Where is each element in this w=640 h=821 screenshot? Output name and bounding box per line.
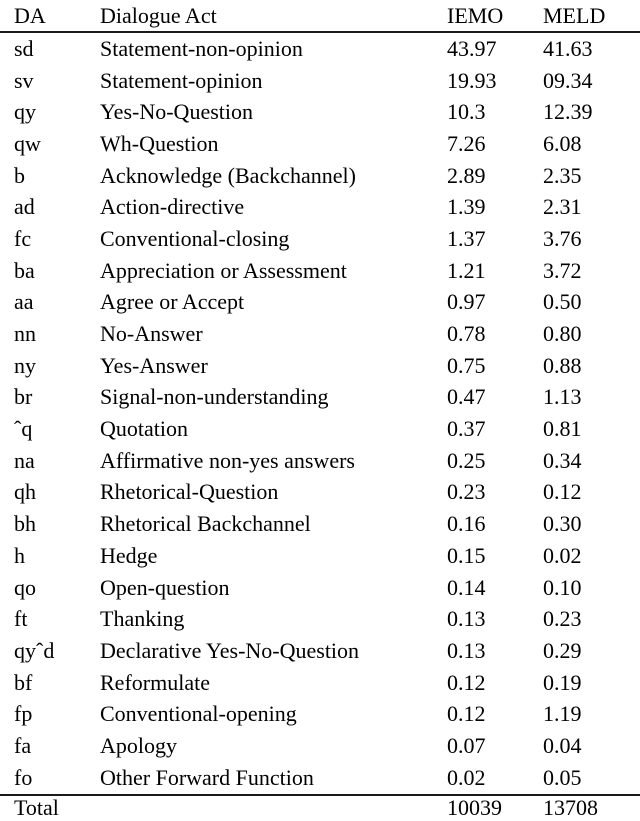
table-row [0,540,640,572]
iemo-value-cell: 1.21 [447,257,486,283]
table-row [0,255,640,287]
dialogue-act-cell: Quotation [100,416,188,442]
iemo-value-cell: 0.15 [447,542,486,568]
meld-value-cell: 41.63 [543,35,593,61]
table-row [0,698,640,730]
da-code-cell: fp [14,701,33,727]
table-row [0,635,640,667]
meld-value-cell: 0.04 [543,732,582,758]
table-row [0,350,640,382]
dialogue-act-cell: Affirmative non-yes answers [100,447,355,473]
iemo-value-cell: 0.25 [447,447,486,473]
iemo-value-cell: 10.3 [447,99,486,125]
meld-value-cell: 1.13 [543,384,582,410]
table-row [0,477,640,509]
da-code-cell: na [14,447,35,473]
table-row [0,762,640,794]
meld-value-cell: 0.05 [543,764,582,790]
da-code-cell: b [14,162,25,188]
meld-value-cell: 0.02 [543,542,582,568]
dialogue-act-cell: Thanking [100,606,185,632]
da-code-cell: bf [14,669,33,695]
table-row [0,318,640,350]
meld-value-cell: 6.08 [543,130,582,156]
iemo-value-cell: 1.37 [447,225,486,251]
da-code-cell: fa [14,732,32,758]
meld-value-cell: 0.30 [543,511,582,537]
iemo-value-cell: 0.37 [447,416,486,442]
da-code-cell: bh [14,511,36,537]
da-code-cell: h [14,542,25,568]
da-code-cell: qw [14,130,41,156]
table-row [0,96,640,128]
col-header-meld: MELD [543,2,606,28]
table-row [0,33,640,65]
iemo-value-cell: 0.23 [447,479,486,505]
table-row [0,667,640,699]
table-row [0,603,640,635]
da-code-cell: sv [14,67,34,93]
iemo-value-cell: 19.93 [447,67,497,93]
meld-value-cell: 0.34 [543,447,582,473]
dialogue-act-cell: Rhetorical-Question [100,479,279,505]
da-code-cell: ad [14,194,35,220]
dialogue-act-cell: Open-question [100,574,230,600]
da-code-cell: br [14,384,33,410]
dialogue-act-cell: Reformulate [100,669,210,695]
da-code-cell: qy [14,99,36,125]
da-code-cell: fo [14,764,33,790]
dialogue-act-cell: Rhetorical Backchannel [100,511,311,537]
iemo-value-cell: 7.26 [447,130,486,156]
iemo-value-cell: 2.89 [447,162,486,188]
meld-value-cell: 0.19 [543,669,582,695]
da-code-cell: sd [14,35,34,61]
meld-value-cell: 12.39 [543,99,593,125]
table-total-row [0,796,640,821]
iemo-value-cell: 0.75 [447,352,486,378]
da-code-cell: qyˆd [14,637,55,663]
table-row [0,223,640,255]
meld-value-cell: 3.72 [543,257,582,283]
da-code-cell: aa [14,289,34,315]
table-row [0,445,640,477]
meld-value-cell: 0.12 [543,479,582,505]
iemo-value-cell: 0.13 [447,606,486,632]
iemo-value-cell: 0.16 [447,511,486,537]
da-code-cell: qo [14,574,36,600]
total-label: Total [14,795,59,820]
iemo-value-cell: 0.47 [447,384,486,410]
table-row [0,572,640,604]
dialogue-act-cell: Apology [100,732,177,758]
dialogue-act-cell: Acknowledge (Backchannel) [100,162,356,188]
dialogue-act-cell: Yes-No-Question [100,99,253,125]
iemo-value-cell: 1.39 [447,194,486,220]
meld-value-cell: 09.34 [543,67,593,93]
iemo-value-cell: 0.02 [447,764,486,790]
dialogue-act-cell: Yes-Answer [100,352,208,378]
iemo-value-cell: 0.14 [447,574,486,600]
table-row [0,413,640,445]
meld-value-cell: 3.76 [543,225,582,251]
col-header-dialogue-act: Dialogue Act [100,2,217,28]
iemo-value-cell: 0.12 [447,701,486,727]
iemo-value-cell: 0.07 [447,732,486,758]
dialogue-act-cell: Conventional-opening [100,701,297,727]
meld-value-cell: 2.35 [543,162,582,188]
dialogue-act-cell: Signal-non-understanding [100,384,329,410]
da-code-cell: nn [14,321,36,347]
da-code-cell: ft [14,606,28,632]
iemo-value-cell: 0.78 [447,321,486,347]
iemo-value-cell: 0.12 [447,669,486,695]
iemo-value-cell: 43.97 [447,35,497,61]
dialogue-act-cell: Other Forward Function [100,764,314,790]
da-code-cell: fc [14,225,32,251]
dialogue-act-cell: Declarative Yes-No-Question [100,637,360,663]
dialogue-act-cell: Action-directive [100,194,245,220]
table-body [0,33,640,794]
table-row [0,191,640,223]
meld-value-cell: 0.80 [543,321,582,347]
dialogue-act-cell: No-Answer [100,321,203,347]
dialogue-act-cell: Statement-opinion [100,67,263,93]
table-row [0,508,640,540]
meld-value-cell: 1.19 [543,701,582,727]
meld-value-cell: 2.31 [543,194,582,220]
da-code-cell: qh [14,479,36,505]
table-row [0,128,640,160]
total-iemo-value: 10039 [447,795,502,820]
total-meld-value: 13708 [543,795,598,820]
table-row [0,730,640,762]
dialogue-act-cell: Agree or Accept [100,289,245,315]
dialogue-act-cell: Appreciation or Assessment [100,257,347,283]
table-row [0,160,640,192]
dialogue-act-cell: Hedge [100,542,158,568]
da-code-cell: ba [14,257,35,283]
meld-value-cell: 0.50 [543,289,582,315]
meld-value-cell: 0.23 [543,606,582,632]
iemo-value-cell: 0.97 [447,289,486,315]
da-code-cell: ny [14,352,36,378]
meld-value-cell: 0.29 [543,637,582,663]
dialogue-act-cell: Conventional-closing [100,225,290,251]
table-row [0,287,640,319]
dialogue-act-cell: Wh-Question [100,130,219,156]
table-row [0,382,640,414]
dialogue-act-cell: Statement-non-opinion [100,35,303,61]
table-row [0,65,640,97]
da-code-cell: ˆq [14,416,33,442]
meld-value-cell: 0.88 [543,352,582,378]
col-header-iemo: IEMO [447,2,504,28]
col-header-da: DA [14,2,46,28]
iemo-value-cell: 0.13 [447,637,486,663]
meld-value-cell: 0.10 [543,574,582,600]
table-header-row [0,0,640,31]
meld-value-cell: 0.81 [543,416,582,442]
